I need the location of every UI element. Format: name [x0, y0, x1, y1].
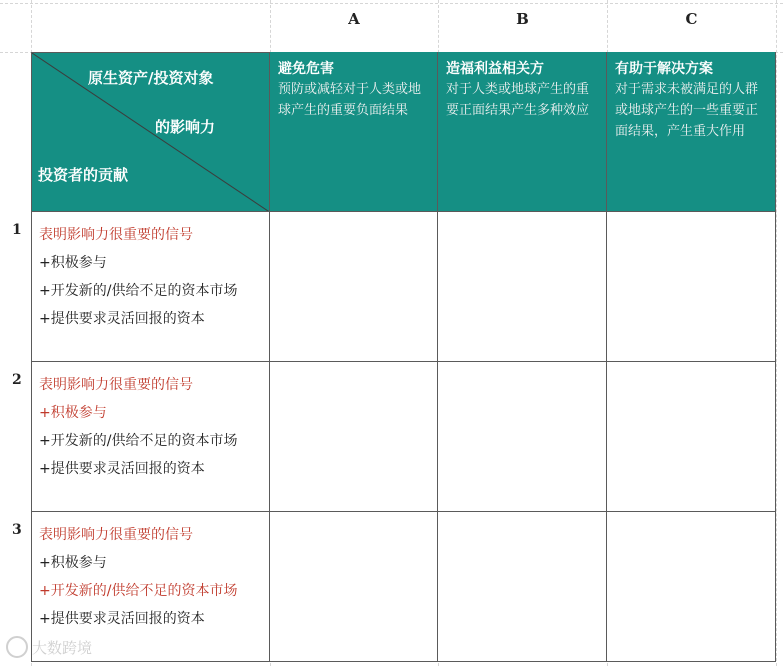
contribution-cell-row-1[interactable]: [31, 212, 270, 362]
contribution-line: +积极参与: [39, 255, 107, 271]
watermark-logo-icon: [6, 636, 28, 658]
contribution-line: +开发新的/供给不足的资本市场: [39, 583, 238, 599]
watermark-text: 大数跨境: [32, 638, 93, 657]
contribution-list: [39, 221, 265, 333]
cell-1b[interactable]: [438, 212, 607, 362]
column-letter-a[interactable]: A: [348, 10, 360, 28]
header-title: 有助于解决方案: [615, 61, 713, 77]
contribution-line: 表明影响力很重要的信号: [39, 377, 193, 393]
cell-3b[interactable]: [438, 512, 607, 662]
header-desc: 对于需求未被满足的人群或地球产生的一些重要正面结果，产生重大作用: [615, 82, 759, 139]
gridline: [776, 0, 777, 666]
contribution-line: +积极参与: [39, 405, 107, 421]
contribution-line: 表明影响力很重要的信号: [39, 227, 193, 243]
cell-3a[interactable]: [270, 512, 438, 662]
header-desc: 对于人类或地球产生的重要正面结果产生多种效应: [446, 82, 590, 118]
cell-1a[interactable]: [270, 212, 438, 362]
contribution-line: +积极参与: [39, 555, 107, 571]
header-desc: 预防或减轻对于人类或地球产生的重要负面结果: [278, 82, 422, 118]
corner-top-label: 原生资产/投资对象: [88, 69, 214, 87]
contribution-line: +提供要求灵活回报的资本: [39, 611, 205, 627]
corner-header-cell[interactable]: [31, 52, 270, 212]
header-cell-benefit-stakeholders[interactable]: [438, 52, 607, 212]
contribution-line: 表明影响力很重要的信号: [39, 527, 193, 543]
corner-bottom-label: 投资者的贡献: [38, 166, 129, 184]
cell-2b[interactable]: [438, 362, 607, 512]
gridline: [0, 3, 783, 4]
contribution-line: +提供要求灵活回报的资本: [39, 461, 205, 477]
header-title: 造福利益相关方: [446, 61, 544, 77]
contribution-cell-row-2[interactable]: [31, 362, 270, 512]
cell-2c[interactable]: [607, 362, 776, 512]
row-number-3[interactable]: 3: [12, 522, 22, 538]
header-cell-contribute-solutions[interactable]: [607, 52, 776, 212]
cell-1c[interactable]: [607, 212, 776, 362]
watermark: [6, 636, 92, 658]
header-title: 避免危害: [278, 61, 334, 77]
cell-3c[interactable]: [607, 512, 776, 662]
contribution-line: +开发新的/供给不足的资本市场: [39, 433, 238, 449]
contribution-list: [39, 521, 265, 633]
contribution-list: [39, 371, 265, 483]
header-cell-avoid-harm[interactable]: [270, 52, 438, 212]
column-letter-b[interactable]: B: [516, 10, 529, 28]
column-letter-c[interactable]: C: [685, 10, 698, 28]
row-number-2[interactable]: 2: [12, 372, 22, 388]
row-number-1[interactable]: 1: [12, 222, 22, 238]
cell-2a[interactable]: [270, 362, 438, 512]
contribution-line: +开发新的/供给不足的资本市场: [39, 283, 238, 299]
contribution-line: +提供要求灵活回报的资本: [39, 311, 205, 327]
corner-top-label-2: 的影响力: [155, 118, 216, 136]
